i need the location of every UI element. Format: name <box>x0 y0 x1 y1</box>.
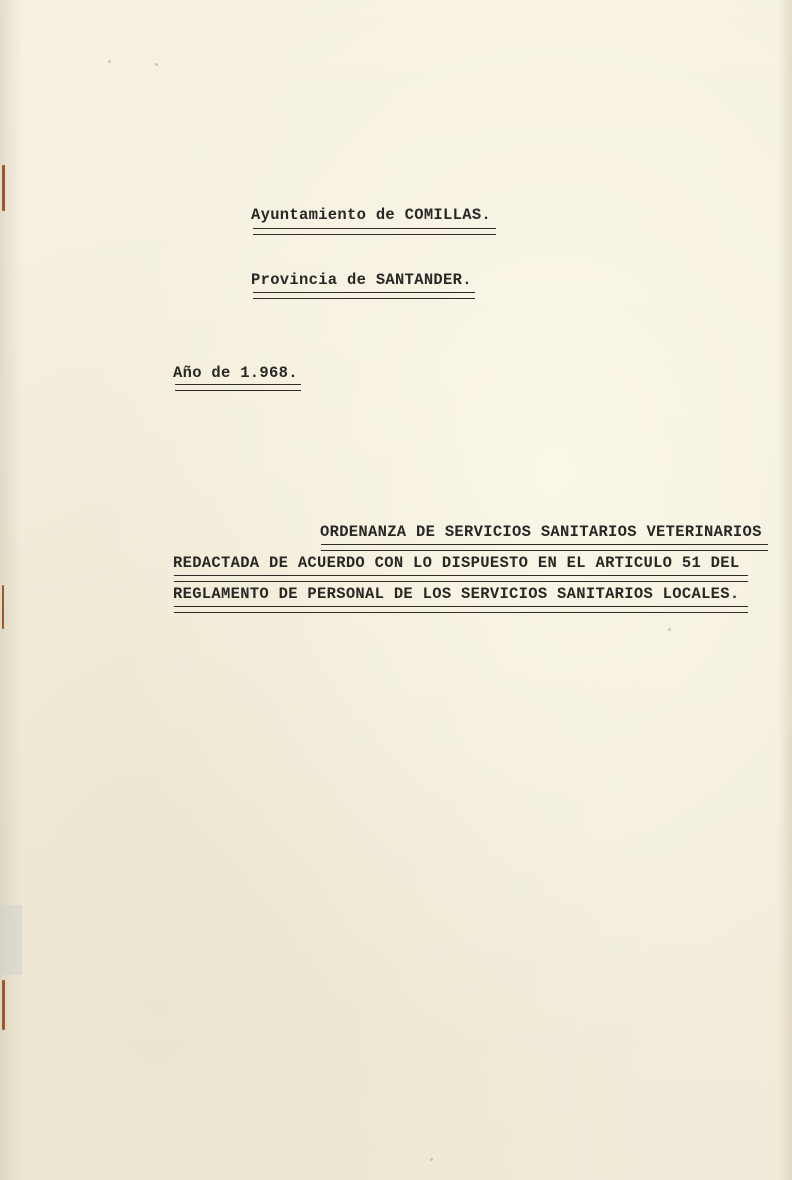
province-heading: Provincia de SANTANDER. <box>251 271 472 289</box>
ordinance-title-line-3: REGLAMENTO DE PERSONAL DE LOS SERVICIOS SANITARIOS LOCALES. <box>173 585 740 603</box>
year-underline <box>175 384 301 391</box>
staple-mark-top <box>2 165 5 211</box>
municipality-underline <box>253 228 496 235</box>
page-edge-shadow <box>778 0 792 1180</box>
ordinance-title-line-2: REDACTADA DE ACUERDO CON LO DISPUESTO EN EL ARTICULO 51 DEL <box>173 554 740 572</box>
province-underline <box>253 292 475 299</box>
year-heading: Año de 1.968. <box>173 364 298 382</box>
staple-mark-middle <box>2 585 4 629</box>
paper-speck <box>108 60 111 63</box>
staple-mark-bottom <box>2 980 5 1030</box>
paper-speck <box>430 1158 433 1161</box>
ordinance-title-underline-1 <box>321 544 768 551</box>
ordinance-title-underline-2 <box>174 575 748 582</box>
binding-tab <box>0 905 22 975</box>
ordinance-title-line-1: ORDENANZA DE SERVICIOS SANITARIOS VETERINARIOS <box>320 523 762 541</box>
municipality-heading: Ayuntamiento de COMILLAS. <box>251 206 492 224</box>
ordinance-title-underline-3 <box>174 606 748 613</box>
paper-speck <box>155 63 158 66</box>
paper-speck <box>668 628 671 631</box>
